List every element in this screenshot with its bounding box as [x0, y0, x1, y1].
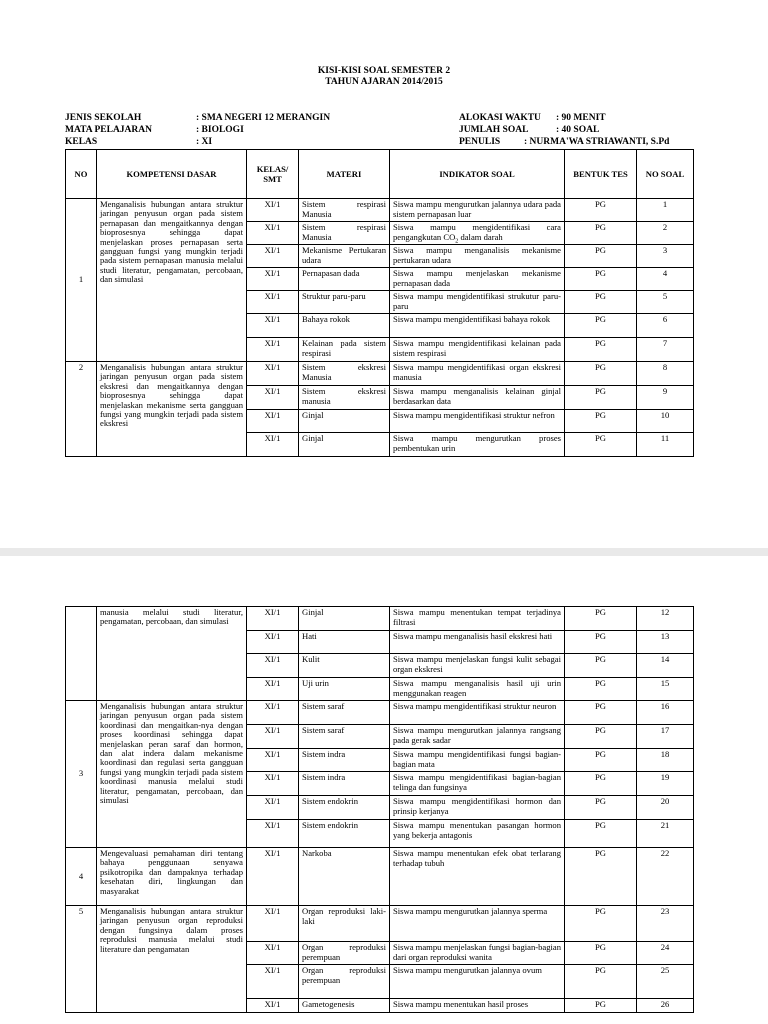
nosoal-cell: 2 [637, 222, 694, 245]
materi-cell: Kulit [299, 654, 390, 678]
materi-cell: Ginjal [299, 433, 390, 457]
bentuk-cell: PG [565, 314, 637, 338]
kelas-cell: XI/1 [247, 410, 299, 433]
col-header-kd: KOMPETENSI DASAR [97, 150, 247, 199]
nosoal-cell: 16 [637, 701, 694, 725]
meta-kelas-label: KELAS [65, 137, 98, 147]
indikator-cell: Siswa mampu mengidentifikasi bahaya rokok [390, 314, 565, 338]
indikator-cell: Siswa mampu menentukan tempat terjadinya filtrasi [390, 607, 565, 631]
kelas-cell: XI/1 [247, 433, 299, 457]
bentuk-cell: PG [565, 796, 637, 820]
materi-cell: Sistem respirasi Manusia [299, 199, 390, 222]
bentuk-cell: PG [565, 362, 637, 386]
indikator-cell: Siswa mampu mengurutkan jalannya sperma [390, 906, 565, 942]
indikator-cell: Siswa mampu menjelaskan mekanisme pernapasan dada [390, 268, 565, 291]
indikator-cell: Siswa mampu menjelaskan fungsi kulit sebagai organ ekskresi [390, 654, 565, 678]
nosoal-cell: 13 [637, 631, 694, 654]
kelas-cell: XI/1 [247, 820, 299, 848]
materi-cell: Hati [299, 631, 390, 654]
kelas-cell: XI/1 [247, 314, 299, 338]
bentuk-cell: PG [565, 291, 637, 314]
indikator-cell: Siswa mampu mengurutkan jalannya udara pada sistem pernapasan luar [390, 199, 565, 222]
meta-alokasi-value: : 90 MENIT [556, 113, 606, 123]
kelas-cell: XI/1 [247, 631, 299, 654]
materi-cell: Organ reproduksi perempuan [299, 942, 390, 965]
nosoal-cell: 11 [637, 433, 694, 457]
nosoal-cell: 5 [637, 291, 694, 314]
nosoal-cell: 17 [637, 725, 694, 749]
table-row [66, 607, 694, 631]
col-header-nosoal: NO SOAL [637, 150, 694, 199]
bentuk-cell: PG [565, 678, 637, 701]
indikator-cell: Siswa mampu mengurutkan jalannya ovum [390, 965, 565, 999]
materi-cell: Sistem ekskresi manusia [299, 386, 390, 410]
meta-penulis-label: PENULIS [459, 137, 501, 147]
kelas-cell: XI/1 [247, 906, 299, 942]
indikator-cell: Siswa mampu mengidentifikasi kelainan pada sistem respirasi [390, 338, 565, 362]
bentuk-cell: PG [565, 906, 637, 942]
bentuk-cell: PG [565, 222, 637, 245]
materi-cell: Mekanisme Pertukaran udara [299, 245, 390, 268]
bentuk-cell: PG [565, 772, 637, 796]
indikator-cell: Siswa mampu mengurutkan proses pembentukan urin [390, 433, 565, 457]
indikator-cell: Siswa mampu mengidentifikasi hormon dan prinsip kerjanya [390, 796, 565, 820]
meta-mapel-value: : BIOLOGI [196, 125, 244, 135]
materi-cell: Struktur paru-paru [299, 291, 390, 314]
nosoal-cell: 26 [637, 999, 694, 1013]
materi-cell: Bahaya rokok [299, 314, 390, 338]
nosoal-cell: 1 [637, 199, 694, 222]
materi-cell: Sistem respirasi Manusia [299, 222, 390, 245]
nosoal-cell: 18 [637, 749, 694, 772]
materi-cell: Sistem endokrin [299, 820, 390, 848]
bentuk-cell: PG [565, 820, 637, 848]
kisi-kisi-table-page-2 [65, 606, 694, 1013]
indikator-cell: Siswa mampu mengidentifikasi struktur neuron [390, 701, 565, 725]
indikator-text: Siswa mampu mengidentifikasi cara pengangkutan CO [393, 222, 561, 242]
materi-cell: Sistem indra [299, 749, 390, 772]
nosoal-cell: 19 [637, 772, 694, 796]
kd-text: Menganalisis hubungan antara struktur jaringan penyusun organ pada sistem koordinasi dan mengaitkan-nya dengan proses koordinasi sehingga dapat menjelaskan peran saraf dan hormon, dan alat indera dalam mekanisme koordinasi dan regulasi serta gangguan fungsi yang mungkin terjadi pada sistem koordinasi manusia melalui studi literatur, pengamatan, percobaan, dan simulasi [97, 701, 247, 848]
nosoal-cell: 25 [637, 965, 694, 999]
indikator-cell: Siswa mampu menjelaskan fungsi bagian-bagian dari organ reproduksi wanita [390, 942, 565, 965]
table-row [66, 199, 694, 222]
kd-number [66, 607, 97, 701]
indikator-cell: Siswa mampu menentukan pasangan hormon yang bekerja antagonis [390, 820, 565, 848]
meta-mapel-label: MATA PELAJARAN [65, 125, 152, 135]
kelas-cell: XI/1 [247, 749, 299, 772]
indikator-cell: Siswa mampu mengidentifikasi strukutur paru-paru [390, 291, 565, 314]
kelas-cell: XI/1 [247, 965, 299, 999]
meta-penulis-value: : NURMA'WA STRIAWANTI, S.Pd [524, 137, 670, 147]
bentuk-cell: PG [565, 848, 637, 906]
indikator-cell: Siswa mampu menentukan hasil proses [390, 999, 565, 1013]
materi-cell: Pernapasan dada [299, 268, 390, 291]
indikator-cell: Siswa mampu mengidentifikasi bagian-bagian telinga dan fungsinya [390, 772, 565, 796]
nosoal-cell: 6 [637, 314, 694, 338]
table-header-row [66, 150, 694, 199]
materi-cell: Kelainan pada sistem respirasi [299, 338, 390, 362]
kd-number: 3 [66, 701, 97, 848]
nosoal-cell: 9 [637, 386, 694, 410]
indikator-cell: Siswa mampu menganalisis hasil ekskresi hati [390, 631, 565, 654]
kelas-cell: XI/1 [247, 338, 299, 362]
nosoal-cell: 3 [637, 245, 694, 268]
indikator-cell [390, 222, 565, 245]
bentuk-cell: PG [565, 268, 637, 291]
col-header-indikator: INDIKATOR SOAL [390, 150, 565, 199]
indikator-cell: Siswa mampu menganalisis mekanisme pertukaran udara [390, 245, 565, 268]
indikator-cell: Siswa mampu mengidentifikasi fungsi bagian-bagian mata [390, 749, 565, 772]
nosoal-cell: 7 [637, 338, 694, 362]
materi-cell: Sistem saraf [299, 725, 390, 749]
materi-cell: Gametogenesis [299, 999, 390, 1013]
kelas-cell: XI/1 [247, 999, 299, 1013]
kd-number: 5 [66, 906, 97, 1013]
indikator-cell: Siswa mampu mengidentifikasi organ ekskresi manusia [390, 362, 565, 386]
meta-alokasi-label: ALOKASI WAKTU [459, 113, 541, 123]
kelas-cell: XI/1 [247, 701, 299, 725]
materi-cell: Sistem indra [299, 772, 390, 796]
nosoal-cell: 10 [637, 410, 694, 433]
nosoal-cell: 23 [637, 906, 694, 942]
table-row [66, 701, 694, 725]
bentuk-cell: PG [565, 725, 637, 749]
kd-number: 2 [66, 362, 97, 457]
kd-text: Menganalisis hubungan antara struktur jaringan penyusun organ pada sistem pernapasan dan mengaitkannya dengan bioprosesnya sehingga dapat menjelaskan proses pernapasan serta gangguan fungsi yang mungkin terjadi pada sistem pernapasan manusia melalui studi literatur, pengamatan, percobaan, dan simulasi [97, 199, 247, 362]
meta-kelas-value: : XI [196, 137, 213, 147]
kelas-cell: XI/1 [247, 245, 299, 268]
kelas-cell: XI/1 [247, 386, 299, 410]
doc-title: KISI-KISI SOAL SEMESTER 2 [317, 66, 451, 76]
nosoal-cell: 12 [637, 607, 694, 631]
nosoal-cell: 24 [637, 942, 694, 965]
table-row [66, 362, 694, 386]
nosoal-cell: 21 [637, 820, 694, 848]
indikator-cell: Siswa mampu menentukan efek obat terlarang terhadap tubuh [390, 848, 565, 906]
col-header-bentuk: BENTUK TES [565, 150, 637, 199]
bentuk-cell: PG [565, 631, 637, 654]
kisi-kisi-table-page-1 [65, 149, 694, 457]
kelas-cell: XI/1 [247, 654, 299, 678]
kelas-cell: XI/1 [247, 362, 299, 386]
kelas-cell: XI/1 [247, 848, 299, 906]
kelas-cell: XI/1 [247, 199, 299, 222]
col-header-materi: MATERI [299, 150, 390, 199]
table-row [66, 906, 694, 942]
kelas-cell: XI/1 [247, 796, 299, 820]
materi-cell: Organ reproduksi perempuan [299, 965, 390, 999]
subscript: 2 [455, 238, 459, 245]
indikator-cell: Siswa mampu menganalisis kelainan ginjal berdasarkan data [390, 386, 565, 410]
bentuk-cell: PG [565, 749, 637, 772]
meta-jenis-value: : SMA NEGERI 12 MERANGIN [196, 113, 331, 123]
kelas-cell: XI/1 [247, 942, 299, 965]
bentuk-cell: PG [565, 338, 637, 362]
kd-text: Menganalisis hubungan antara struktur jaringan penyusun organ reproduksi dengan fungsinya dalam proses reproduksi manusia melalui studi literature dan pengamatan [97, 906, 247, 1013]
kelas-cell: XI/1 [247, 222, 299, 245]
kd-number: 1 [66, 199, 97, 362]
materi-cell: Narkoba [299, 848, 390, 906]
nosoal-cell: 20 [637, 796, 694, 820]
bentuk-cell: PG [565, 410, 637, 433]
col-header-no: NO [66, 150, 97, 199]
meta-jumlah-value: : 40 SOAL [556, 125, 600, 135]
bentuk-cell: PG [565, 654, 637, 678]
kelas-cell: XI/1 [247, 772, 299, 796]
materi-cell: Organ reproduksi laki-laki [299, 906, 390, 942]
kelas-cell: XI/1 [247, 607, 299, 631]
nosoal-cell: 22 [637, 848, 694, 906]
kelas-cell: XI/1 [247, 291, 299, 314]
nosoal-cell: 8 [637, 362, 694, 386]
meta-jenis-label: JENIS SEKOLAH [65, 113, 142, 123]
indikator-cell: Siswa mampu mengidentifikasi struktur nefron [390, 410, 565, 433]
materi-cell: Ginjal [299, 410, 390, 433]
col-header-kelas: KELAS/ SMT [247, 150, 299, 199]
meta-jumlah-label: JUMLAH SOAL [459, 125, 529, 135]
doc-subtitle: TAHUN AJARAN 2014/2015 [325, 77, 443, 87]
materi-cell: Sistem endokrin [299, 796, 390, 820]
indikator-text: dalam darah [458, 231, 503, 242]
bentuk-cell: PG [565, 433, 637, 457]
kelas-cell: XI/1 [247, 268, 299, 291]
nosoal-cell: 14 [637, 654, 694, 678]
indikator-cell: Siswa mampu mengurutkan jalannya rangsang pada gerak sadar [390, 725, 565, 749]
materi-cell: Sistem saraf [299, 701, 390, 725]
nosoal-cell: 15 [637, 678, 694, 701]
materi-cell: Uji urin [299, 678, 390, 701]
bentuk-cell: PG [565, 965, 637, 999]
bentuk-cell: PG [565, 199, 637, 222]
bentuk-cell: PG [565, 942, 637, 965]
bentuk-cell: PG [565, 245, 637, 268]
kelas-cell: XI/1 [247, 678, 299, 701]
bentuk-cell: PG [565, 701, 637, 725]
kelas-cell: XI/1 [247, 725, 299, 749]
document-page-2 [0, 556, 768, 1024]
table-row [66, 848, 694, 906]
materi-cell: Sistem ekskresi Manusia [299, 362, 390, 386]
bentuk-cell: PG [565, 386, 637, 410]
bentuk-cell: PG [565, 999, 637, 1013]
kd-number: 4 [66, 848, 97, 906]
nosoal-cell: 4 [637, 268, 694, 291]
kd-text-continued: manusia melalui studi literatur, pengamatan, percobaan, dan simulasi [97, 607, 247, 701]
bentuk-cell: PG [565, 607, 637, 631]
indikator-cell: Siswa mampu menganalisis hasil uji urin menggunakan reagen [390, 678, 565, 701]
materi-cell: Ginjal [299, 607, 390, 631]
kd-text: Menganalisis hubungan antara struktur jaringan penyusun organ pada sistem ekskresi dan mengaitkannya dengan bioprosesnya sehingga dapat menjelaskan mekanisme serta gangguan fungsi yang mungkin terjadi pada sistem ekskresi [97, 362, 247, 457]
kd-text: Mengevaluasi pemahaman diri tentang bahaya penggunaan senyawa psikotropika dan dampaknya terhadap kesehatan diri, lingkungan dan masyarakat [97, 848, 247, 906]
